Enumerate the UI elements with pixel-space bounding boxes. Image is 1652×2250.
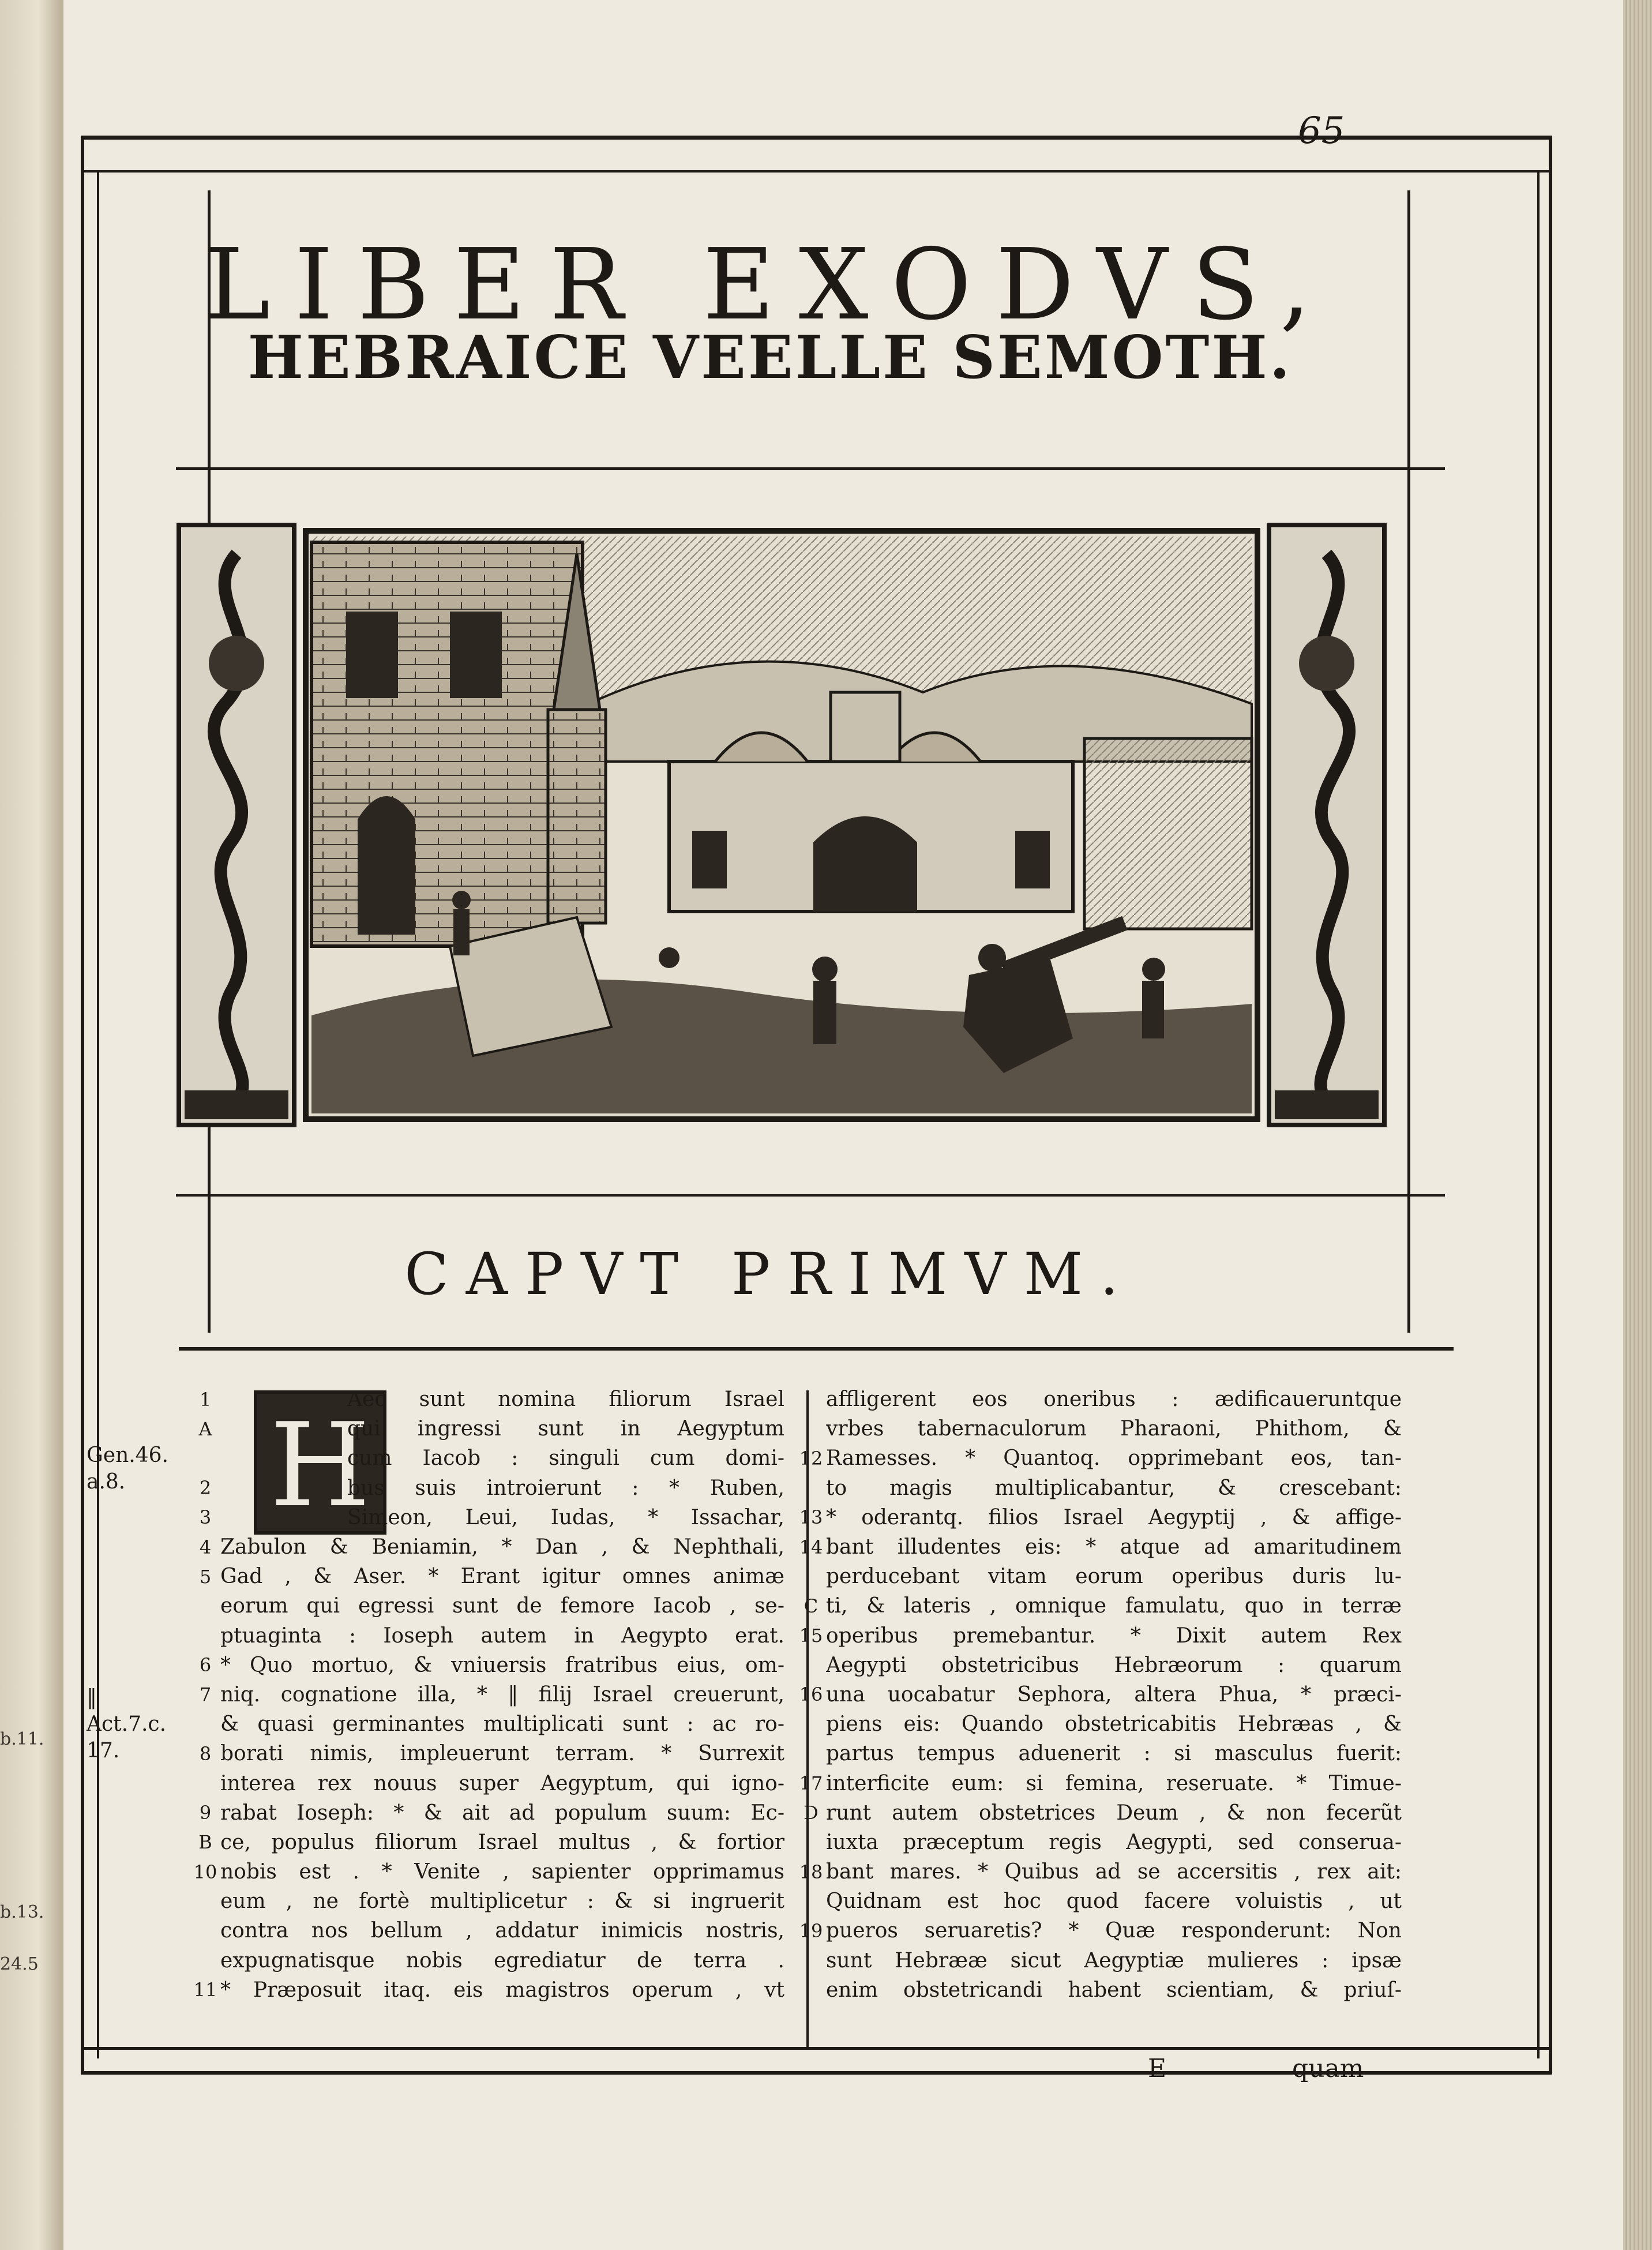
book-title: LIBER EXODVS,	[205, 228, 1335, 342]
text-line	[190, 1651, 784, 1680]
text-line	[796, 1414, 1402, 1443]
right-text-column	[796, 1385, 1402, 2005]
line-text: partus tempus aduenerit : si masculus fuerit:	[826, 1742, 1402, 1766]
title-box-bottom	[176, 467, 1445, 470]
book-subtitle: HEBRAICE VEELLE SEMOTH.	[247, 323, 1293, 392]
line-text: iuxta præceptum regis Aegypti, sed conserua-	[826, 1830, 1402, 1854]
line-text: Gad , & Aser. * Erant igitur omnes animæ	[220, 1565, 784, 1589]
line-text: Simeon, Leui, Iudas, * Issachar,	[347, 1505, 784, 1529]
text-line	[190, 1443, 784, 1473]
line-text: perducebant vitam eorum operibus duris lu-	[826, 1565, 1402, 1589]
text-line	[796, 1946, 1402, 1975]
frame-rule-bottom	[81, 2047, 1552, 2050]
line-text: bant illudentes eis: * atque ad amaritudinem	[826, 1535, 1402, 1559]
line-text: sunt Hebrææ sicut Aegyptiæ mulieres : ipsæ	[826, 1948, 1402, 1972]
frame-rule-top-inner	[81, 170, 1552, 172]
verse-number: 7	[199, 1683, 212, 1706]
verse-number: 18	[799, 1861, 823, 1883]
catchword: quam	[1292, 2054, 1364, 2083]
line-text: Ramesses. * Quantoq. opprimebant eos, tan-	[826, 1446, 1402, 1471]
verse-number: 3	[199, 1506, 212, 1529]
text-line	[190, 1562, 784, 1591]
line-text: ce, populus filiorum Israel multus , & fortior	[220, 1830, 784, 1854]
woodcut-box-bottom	[176, 1194, 1445, 1197]
line-text: Quidnam est hoc quod facere voluistis , ut	[826, 1889, 1402, 1914]
verse-number: 10	[193, 1861, 217, 1883]
line-text: cum Iacob : singuli cum domi-	[347, 1446, 784, 1471]
text-line	[190, 1768, 784, 1798]
text-line	[190, 1473, 784, 1503]
verse-number: 17	[799, 1772, 823, 1795]
verse-number: A	[198, 1417, 212, 1440]
text-line	[190, 1857, 784, 1887]
text-line	[796, 1443, 1402, 1473]
verse-number: 1	[199, 1388, 212, 1411]
line-text: * oderantq. filios Israel Aegyptij , & affige-	[826, 1505, 1402, 1529]
text-line	[796, 1503, 1402, 1532]
line-text: ti, & lateris , omnique famulatu, quo in terræ	[826, 1594, 1402, 1618]
text-line	[796, 1651, 1402, 1680]
page-fore-edge	[1623, 0, 1652, 2250]
text-line	[796, 1975, 1402, 2005]
verse-number: 2	[199, 1477, 212, 1499]
text-line	[796, 1857, 1402, 1887]
text-line	[190, 1916, 784, 1945]
text-line	[190, 1591, 784, 1621]
line-text: eum , ne fortè multiplicetur : & si ingruerit	[220, 1889, 784, 1914]
frame-rule-inner-right	[1537, 172, 1540, 2058]
verse-number: D	[804, 1802, 819, 1824]
verse-number: 15	[799, 1625, 823, 1647]
text-line	[796, 1709, 1402, 1739]
line-text: piens eis: Quando obstetricabitis Hebræas , &	[826, 1712, 1402, 1737]
line-text: Aegypti obstetricibus Hebræorum : quarum	[826, 1653, 1402, 1677]
woodcut-illustration	[173, 519, 1390, 1131]
drop-cap-initial: H	[254, 1390, 386, 1535]
text-line	[796, 1473, 1402, 1503]
frame-rule-left	[81, 136, 84, 2074]
text-line	[796, 1739, 1402, 1768]
text-line	[796, 1621, 1402, 1651]
line-text: * Quo mortuo, & vniuersis fratribus eius, om-	[220, 1653, 784, 1677]
text-line	[796, 1768, 1402, 1798]
verse-number: 11	[193, 1979, 217, 2001]
chapter-heading: CAPVT PRIMVM.	[404, 1240, 1136, 1308]
line-text: una uocabatur Sephora, altera Phua, * præci-	[826, 1682, 1402, 1707]
margin-note-acts: ‖ Act.7.c. 17.	[87, 1686, 167, 1762]
verse-number: 12	[799, 1447, 823, 1469]
line-text: interea rex nouus super Aegyptum, qui igno-	[220, 1771, 784, 1795]
verse-number: 13	[799, 1506, 823, 1529]
page-number: 65	[1298, 110, 1345, 152]
verse-number: B	[198, 1831, 212, 1854]
central-scene	[306, 531, 1257, 1119]
line-text: nobis est . * Venite , sapienter opprimamus	[220, 1860, 784, 1884]
text-line	[796, 1798, 1402, 1828]
text-line	[796, 1828, 1402, 1857]
text-line	[190, 1621, 784, 1651]
text-line	[190, 1887, 784, 1916]
line-text: Zabulon & Beniamin, * Dan , & Nephthali,	[220, 1535, 784, 1559]
verse-number: C	[804, 1595, 819, 1617]
verse-number: 9	[199, 1802, 212, 1824]
line-text: niq. cognatione illa, * ‖ filij Israel creuerunt,	[220, 1682, 784, 1707]
line-text: bant mares. * Quibus ad se accersitis , rex ait:	[826, 1860, 1402, 1884]
line-text: pueros seruaretis? * Quæ responderunt: Non	[826, 1919, 1402, 1943]
frame-rule-inner-left	[97, 172, 99, 2058]
line-text: borati nimis, impleuerunt terram. * Surrexit	[220, 1742, 784, 1766]
verse-number: 5	[199, 1565, 212, 1588]
line-text: interficite eum: si femina, reseruate. * Timue-	[826, 1771, 1402, 1795]
text-line	[190, 1975, 784, 2005]
line-text: * Præposuit itaq. eis magistros operum , vt	[220, 1978, 784, 2002]
text-line	[190, 1532, 784, 1562]
text-line	[796, 1887, 1402, 1916]
adjacent-note: b.11.	[0, 1729, 44, 1749]
line-text: expugnatisque nobis egrediatur de terra .	[220, 1948, 784, 1972]
text-line	[190, 1385, 784, 1414]
text-line	[190, 1828, 784, 1857]
line-text: enim obstetricandi habent scientiam, & priuſ-	[826, 1978, 1402, 2002]
verse-number: 19	[799, 1919, 823, 1942]
verse-number: 6	[199, 1654, 212, 1677]
line-text: qui ingressi sunt in Aegyptum	[347, 1417, 784, 1441]
margin-note-genesis: Gen.46. a.8.	[87, 1443, 168, 1494]
verse-number: 14	[799, 1536, 823, 1558]
title-box-right	[1407, 190, 1410, 1333]
line-text: contra nos bellum , addatur inimicis nostris,	[220, 1919, 784, 1943]
left-text-column	[190, 1385, 784, 2005]
line-text: Aec sunt nomina filiorum Israel	[347, 1387, 784, 1412]
left-ornamental-pillar	[179, 525, 294, 1125]
line-text: affligerent eos oneribus : ædificaueruntque	[826, 1387, 1402, 1412]
line-text: vrbes tabernaculorum Pharaoni, Phithom, &	[826, 1417, 1402, 1441]
text-line	[190, 1798, 784, 1828]
text-line	[796, 1562, 1402, 1591]
text-line	[190, 1414, 784, 1443]
verse-number: 8	[199, 1742, 212, 1765]
line-text: eorum qui egressi sunt de femore Iacob , se-	[220, 1594, 784, 1618]
line-text: operibus premebantur. * Dixit autem Rex	[826, 1623, 1402, 1648]
adjacent-note: 24.5	[0, 1954, 39, 1974]
signature-mark: E	[1148, 2054, 1167, 2083]
line-text: to magis multiplicabantur, & crescebant:	[826, 1476, 1402, 1500]
line-text: bus suis introierunt : * Ruben,	[347, 1476, 784, 1500]
verse-number: 4	[199, 1536, 212, 1558]
line-text: & quasi germinantes multiplicati sunt : ac ro-	[220, 1712, 784, 1737]
text-line	[190, 1946, 784, 1975]
text-line	[796, 1916, 1402, 1945]
chapter-box-bottom	[179, 1347, 1454, 1351]
line-text: ptuaginta : Ioseph autem in Aegypto erat.	[220, 1623, 784, 1648]
text-line	[796, 1385, 1402, 1414]
text-line	[796, 1591, 1402, 1621]
adjacent-note: b.13.	[0, 1902, 44, 1922]
text-line	[190, 1709, 784, 1739]
right-ornamental-pillar	[1269, 525, 1384, 1125]
line-text: rabat Ioseph: * & ait ad populum suum: Ec-	[220, 1801, 784, 1825]
text-line	[190, 1680, 784, 1709]
line-text: runt autem obstetrices Deum , & non fecerũt	[826, 1801, 1402, 1825]
text-line	[796, 1532, 1402, 1562]
verse-number: 16	[799, 1683, 823, 1706]
text-line	[796, 1680, 1402, 1709]
text-line	[190, 1739, 784, 1768]
frame-rule-right	[1549, 136, 1552, 2074]
text-line	[190, 1503, 784, 1532]
